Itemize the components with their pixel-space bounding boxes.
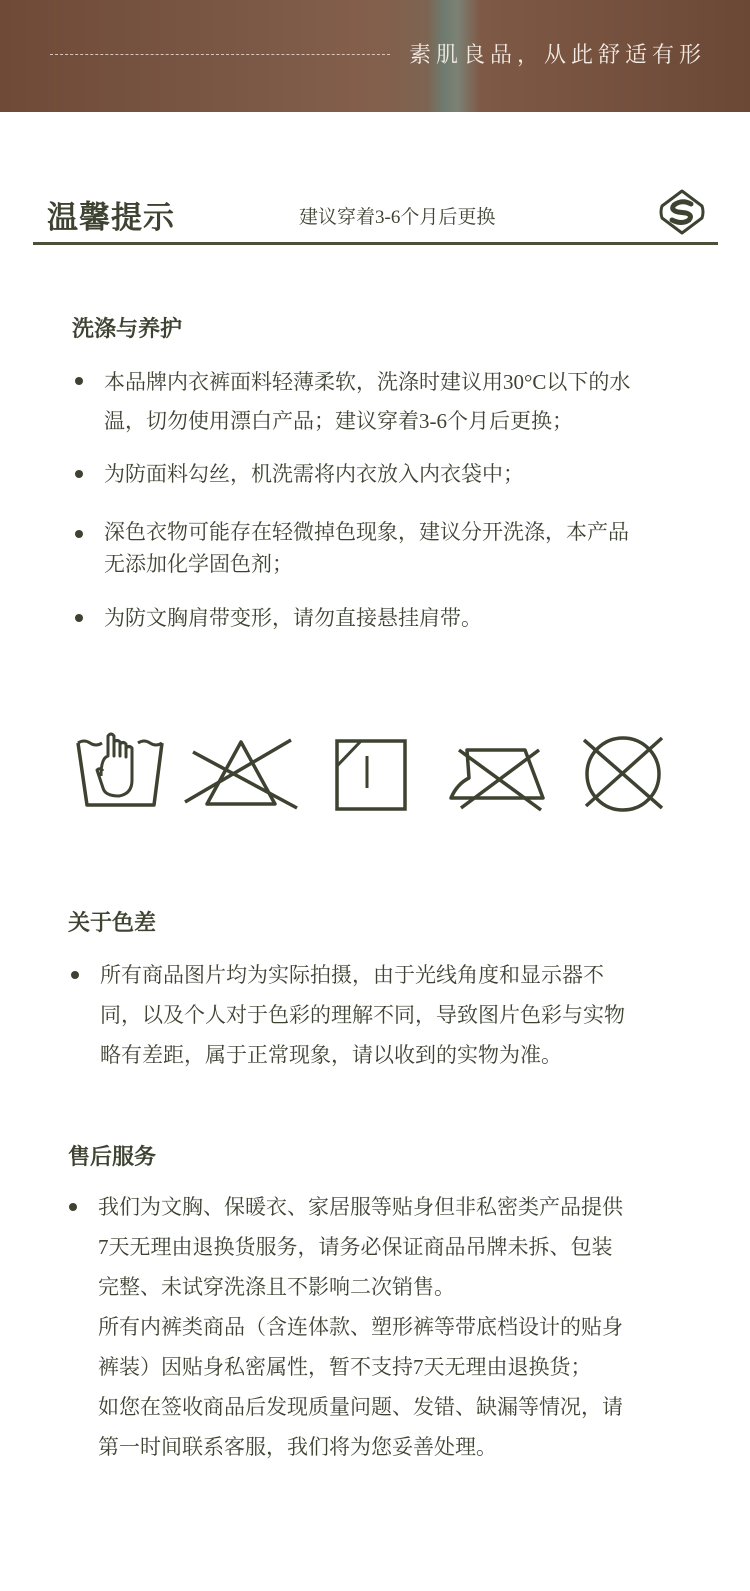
after-sales-line-3: 完整、未试穿洗涤且不影响二次销售。 xyxy=(98,1275,455,1299)
hand-wash-icon xyxy=(75,730,165,812)
care-item-1-line-2: 温，切勿使用漂白产品；建议穿着3-6个月后更换； xyxy=(104,409,573,433)
tips-subtitle: 建议穿着3-6个月后更换 xyxy=(299,207,496,228)
bullet-icon xyxy=(69,1203,77,1211)
after-sales-line-1: 我们为文胸、保暖衣、家居服等贴身但非私密类产品提供 xyxy=(98,1195,623,1219)
no-bleach-icon xyxy=(183,730,299,812)
after-sales-line-2: 7天无理由退换货服务，请务必保证商品吊牌未拆、包装 xyxy=(98,1235,613,1259)
care-item-3-line-1: 深色衣物可能存在轻微掉色现象，建议分开洗涤，本产品 xyxy=(104,520,629,544)
color-diff-title: 关于色差 xyxy=(68,910,157,935)
after-sales-line-4: 所有内裤类商品（含连体款、塑形裤等带底档设计的贴身 xyxy=(98,1315,623,1339)
brand-s-logo-icon xyxy=(658,188,706,236)
bullet-icon xyxy=(75,530,83,538)
tips-header xyxy=(33,180,718,246)
bullet-icon xyxy=(75,614,83,622)
banner-slogan: 素肌良品，从此舒适有形 xyxy=(408,42,706,67)
no-iron-icon xyxy=(447,730,547,812)
no-dry-clean-icon xyxy=(578,730,668,812)
after-sales-title: 售后服务 xyxy=(68,1144,157,1169)
care-symbols xyxy=(75,730,675,820)
after-sales-line-6: 如您在签收商品后发现质量问题、发错、缺漏等情况，请 xyxy=(98,1395,623,1419)
header-divider xyxy=(33,242,718,245)
bullet-icon xyxy=(71,971,79,979)
after-sales-line-7: 第一时间联系客服，我们将为您妥善处理。 xyxy=(98,1435,497,1459)
care-section-title: 洗涤与养护 xyxy=(72,316,183,341)
top-banner xyxy=(0,0,750,112)
line-dry-icon xyxy=(333,730,409,812)
banner-dashed-line xyxy=(50,54,390,55)
tips-title: 温馨提示 xyxy=(47,200,175,235)
care-item-4: 为防文胸肩带变形，请勿直接悬挂肩带。 xyxy=(104,606,482,630)
color-diff-line-1: 所有商品图片均为实际拍摄，由于光线角度和显示器不 xyxy=(100,963,604,987)
after-sales-line-5: 裤装）因贴身私密属性，暂不支持7天无理由退换货； xyxy=(98,1355,592,1379)
bullet-icon xyxy=(75,377,83,385)
care-item-1-line-1: 本品牌内衣裤面料轻薄柔软，洗涤时建议用30°C以下的水 xyxy=(104,370,631,394)
care-item-2: 为防面料勾丝，机洗需将内衣放入内衣袋中； xyxy=(104,462,524,486)
color-diff-line-2: 同，以及个人对于色彩的理解不同，导致图片色彩与实物 xyxy=(100,1003,625,1027)
bullet-icon xyxy=(75,470,83,478)
color-diff-line-3: 略有差距，属于正常现象，请以收到的实物为准。 xyxy=(100,1043,562,1067)
care-item-3-line-2: 无添加化学固色剂； xyxy=(104,552,293,576)
